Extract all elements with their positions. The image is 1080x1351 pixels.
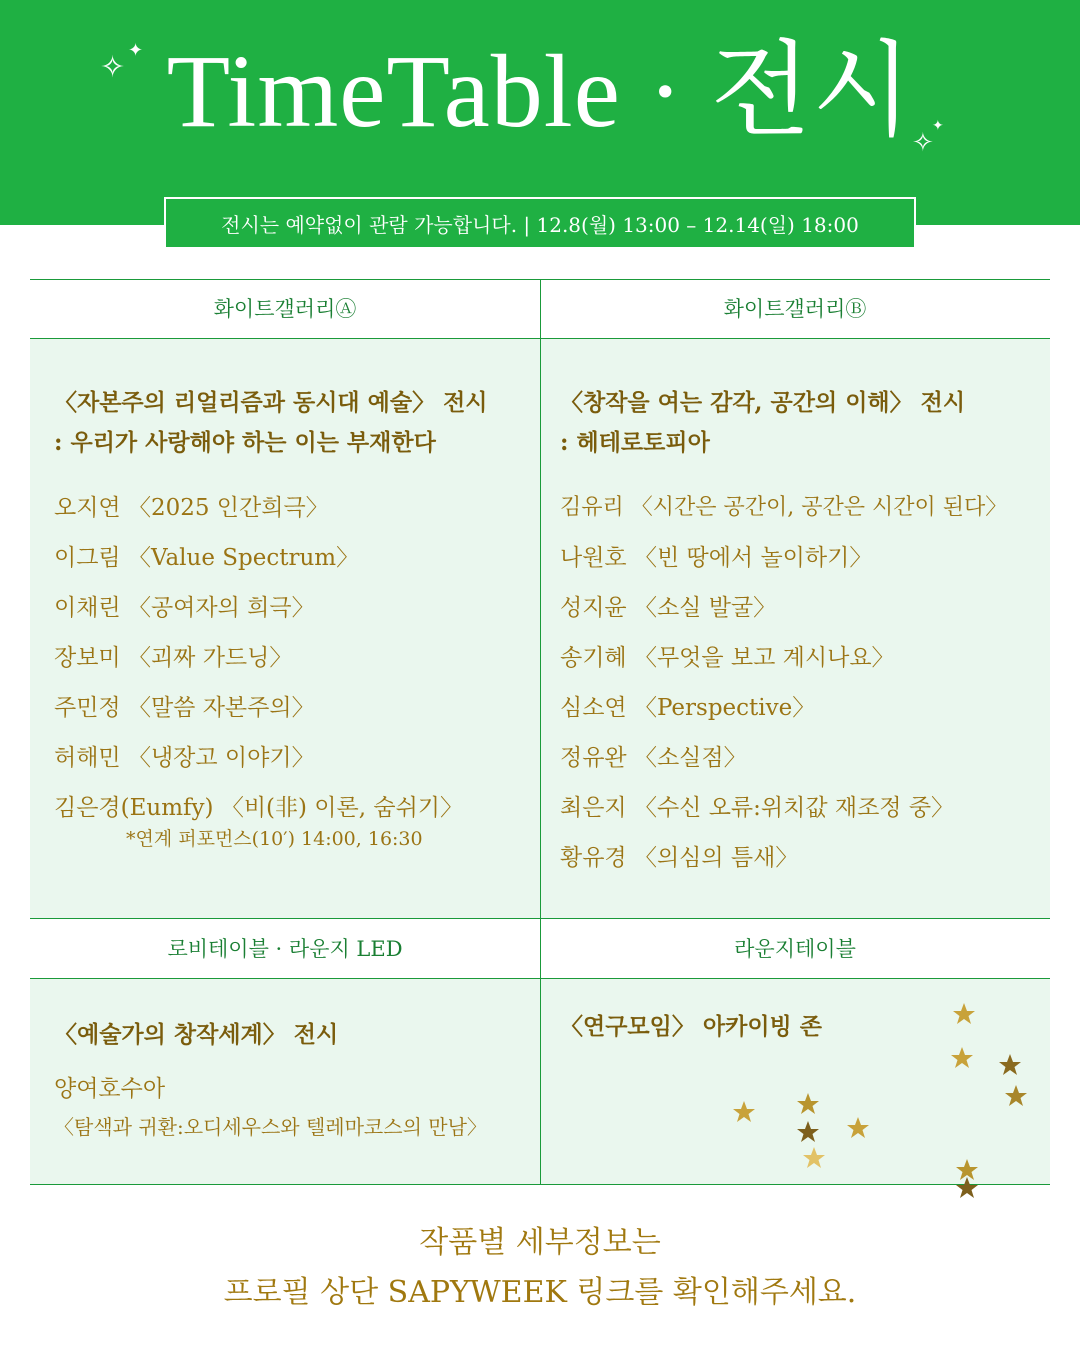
gallery-a-content <box>54 383 534 851</box>
star-icon <box>955 1176 979 1200</box>
star-icon <box>1004 1084 1028 1108</box>
work-entry: 허해민 〈냉장고 이야기〉 <box>54 745 315 771</box>
footer-line: 작품별 세부정보는 <box>419 1225 661 1260</box>
lobby-heading: 로비테이블 · 라운지 LED <box>167 937 403 961</box>
work-entry: 이채린 〈공여자의 희극〉 <box>54 595 315 621</box>
gallery-b-heading: 화이트갤러리Ⓑ <box>723 297 867 321</box>
work-entry: 황유경 〈의심의 틈새〉 <box>560 845 799 871</box>
exhibition-title: 〈창작을 여는 감각, 공간의 이해〉 전시 <box>560 389 966 416</box>
exhibition-subtitle: : 우리가 사랑해야 하는 이는 부재한다 <box>54 429 436 456</box>
artist-name: 양여호수아 <box>54 1076 166 1102</box>
work-entry: 나원호 〈빈 땅에서 놀이하기〉 <box>560 545 873 571</box>
work-entry: 심소연 〈Perspective〉 <box>560 695 816 721</box>
work-entry: 이그림 〈Value Spectrum〉 <box>54 545 360 571</box>
star-icon <box>796 1092 820 1116</box>
star-icon <box>950 1046 974 1070</box>
work-entry: 김은경(Eumfy) 〈비(非) 이론, 숨쉬기〉 <box>54 795 464 821</box>
work-entry: 김유리 〈시간은 공간이, 공간은 시간이 된다〉 <box>560 495 1008 520</box>
work-entry: 최은지 〈수신 오류:위치값 재조정 중〉 <box>560 795 955 821</box>
performance-note: *연계 퍼포먼스(10′) 14:00, 16:30 <box>126 828 423 850</box>
star-icon <box>846 1116 870 1140</box>
exhibition-title: 〈예술가의 창작세계〉 전시 <box>54 1021 339 1048</box>
star-icon <box>998 1053 1022 1077</box>
work-entry: 정유완 〈소실점〉 <box>560 745 747 771</box>
gallery-a-heading: 화이트갤러리Ⓐ <box>213 297 357 321</box>
exhibition-title: 〈연구모임〉 아카이빙 존 <box>560 1013 822 1040</box>
work-entry: 송기혜 〈무엇을 보고 계시나요〉 <box>560 645 895 671</box>
star-icon <box>796 1120 820 1144</box>
work-title: 〈탐색과 귀환:오디세우스와 텔레마코스의 만남〉 <box>54 1115 487 1139</box>
star-icon <box>952 1002 976 1026</box>
work-entry: 오지연 〈2025 인간희극〉 <box>54 495 329 521</box>
footer-notice <box>0 1218 1080 1318</box>
sparkle-icon: ✦ <box>932 118 944 134</box>
lobby-content <box>54 1015 534 1145</box>
sparkle-icon: ✦ <box>128 40 144 61</box>
star-icon <box>732 1100 756 1124</box>
timetable-grid <box>30 279 1050 1185</box>
sparkle-icon: ✧ <box>912 128 934 158</box>
sparkle-icon: ✧ <box>100 50 126 85</box>
work-entry: 성지윤 〈소실 발굴〉 <box>560 595 777 621</box>
exhibition-subtitle: : 헤테로토피아 <box>560 429 710 456</box>
work-entry: 장보미 〈괴짜 가드닝〉 <box>54 645 293 671</box>
lounge-heading: 라운지테이블 <box>734 937 856 961</box>
info-banner: 전시는 예약없이 관람 가능합니다. | 12.8(월) 13:00 – 12.14(일) 18:00 <box>164 197 916 249</box>
work-entry: 주민정 〈말씀 자본주의〉 <box>54 695 315 721</box>
page-title: TimeTable · 전시 <box>166 34 914 149</box>
exhibition-title: 〈자본주의 리얼리즘과 동시대 예술〉 전시 <box>54 389 488 416</box>
footer-line: 프로필 상단 SAPYWEEK 링크를 확인해주세요. <box>223 1275 857 1310</box>
gallery-b-content <box>560 383 1046 883</box>
star-icon <box>802 1146 826 1170</box>
